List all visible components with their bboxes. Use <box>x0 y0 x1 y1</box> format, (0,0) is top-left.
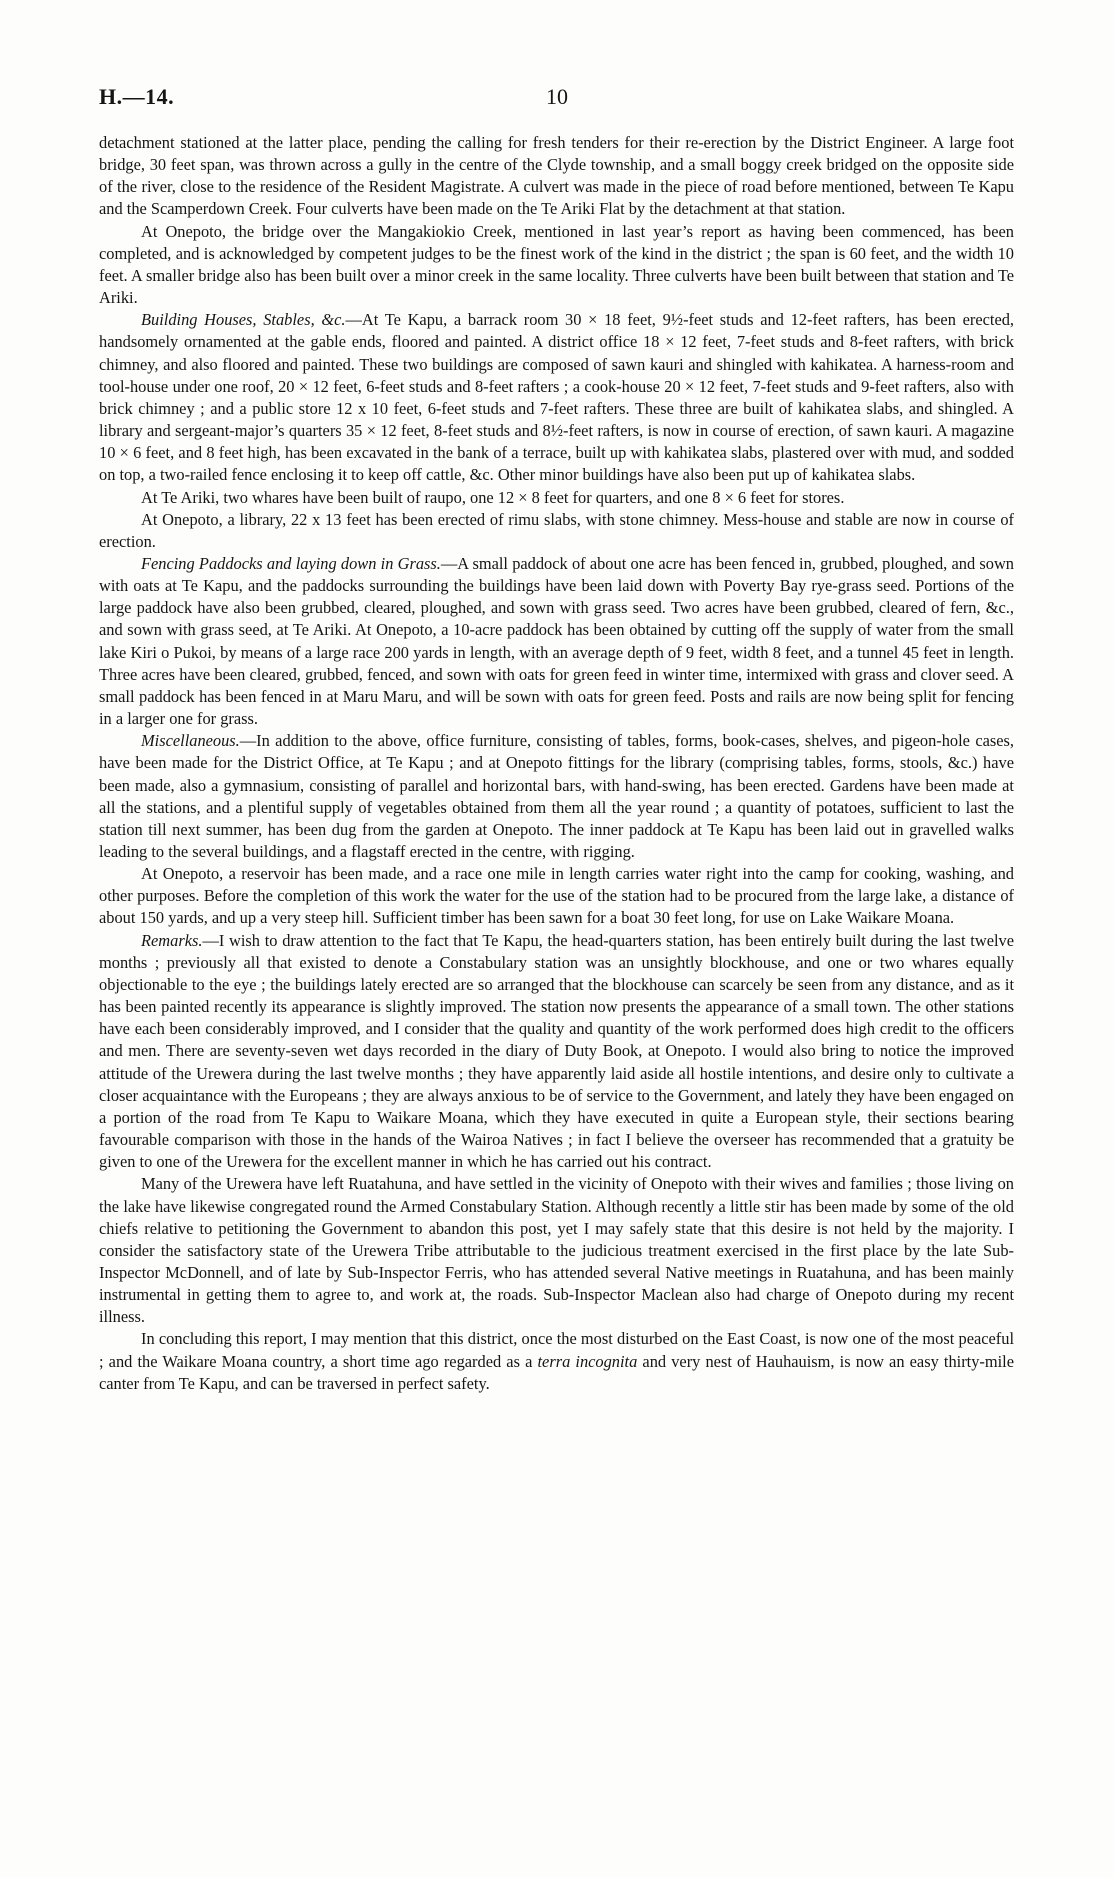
section-heading: Fencing Paddocks and laying down in Grass. <box>141 553 441 573</box>
closing-text: In concluding this report, I may mention that this district, once the most disturbed on the East Coast, is now one of the most peaceful ; and the Waikare Moana country, a short time ago regarded as a <box>99 1329 1014 1371</box>
paragraph-text: —I wish to draw attention to the fact that Te Kapu, the head-quarters station, has been entirely built during the last twelve months ; previously all that existed to denote a Constabulary station was an unsightly blockhouse, and one or two whares equally objectionable to the eye ; the buildings lately erected are so arranged that the blockhouse can scarcely be seen from any distance, and as it has been painted recently its appearance is slightly improved. The station now presents the appearance of a small town. The other stations have each been considerably improved, and I consider that the quality and quantity of the work performed does high credit to the officers and men. There are seventy-seven wet days recorded in the diary of Duty Book, at Onepoto. I would also bring to notice the improved attitude of the Urewera during the last twelve months ; they have apparently laid aside all hostile intentions, and desire only to cultivate a closer acquaintance with the Europeans ; they are always anxious to be of service to the Government, and lately they have been engaged on a portion of the road from Te Kapu to Waikare Moana, which they have executed in quite a European style, their sections bearing favourable comparison with those in the hands of the Wairoa Natives ; in fact I believe the overseer has recommended that a gratuity be given to one of the Urewera for the excellent manner in which he has carried out his contract. <box>99 930 1014 1172</box>
paragraph-continuation <box>99 132 1014 221</box>
section-heading: Building Houses, Stables, &c. <box>141 310 346 330</box>
paragraph-text: At Te Ariki, two whares have been built of raupo, one 12 × 8 feet for quarters, and one 8 × 6 feet for stores. <box>141 487 845 507</box>
paragraph-remarks <box>99 930 1014 1174</box>
paragraph-text: At Onepoto, a library, 22 x 13 feet has been erected of rimu slabs, with stone chimney. Mess-house and stable are now in course of erection. <box>99 509 1014 551</box>
page-number: 10 <box>546 84 568 109</box>
paragraph-reservoir <box>99 863 1014 929</box>
paragraph-text: Many of the Urewera have left Ruatahuna, and have settled in the vicinity of Onepoto with their wives and families ; those living on the lake have likewise congregated round the Armed Constabulary Station. Although recently a little stir has been made by some of the old chiefs relative to petitioning the Government to abandon this post, yet I may safely state that this desire is not held by the majority. I consider the satisfactory state of the Urewera Tribe attributable to the judicious treatment exercised in the first place by the late Sub-Inspector McDonnell, and of late by Sub-Inspector Ferris, who has attended several Native meetings in Ruatahuna, and has been mainly instrumental in getting them to agree to, and work at, the roads. Sub-Inspector Maclean also had charge of Onepoto during my recent illness. <box>99 1174 1014 1327</box>
paragraph-onepoto-bridge <box>99 221 1014 310</box>
document-reference: H.—14. <box>99 84 175 109</box>
closing-italic-phrase: terra incognita <box>537 1351 638 1371</box>
paragraph-conclusion <box>99 1328 1014 1394</box>
paragraph-miscellaneous <box>99 730 1014 863</box>
closing-text: and very nest of Hauhauism, is now an easy thirty-mile canter from Te Kapu, and can be traversed in perfect safety. <box>99 1351 1015 1393</box>
section-heading: Remarks. <box>141 930 203 950</box>
paragraph-text: —In addition to the above, office furniture, consisting of tables, forms, book-cases, shelves, and pigeon-hole cases, have been made for the District Office, at Te Kapu ; and at Onepoto fittings for the library (comprising tables, forms, stools, &c.) have been made, also a gymnasium, consisting of parallel and horizontal bars, with hand-swing, has been erected. Gardens have been made at all the stations, and a plentiful supply of vegetables obtained from them all the year round ; a quantity of potatoes, sufficient to last the station till next summer, has been dug from the garden at Onepoto. The inner paddock at Te Kapu has been laid out in gravelled walks leading to the several buildings, and a flagstaff erected in the centre, with rigging. <box>99 731 1014 861</box>
paragraph-urewera <box>99 1173 1014 1328</box>
paragraph-text: —A small paddock of about one acre has been fenced in, grubbed, ploughed, and sown with oats at Te Kapu, and the paddocks surrounding the buildings have been laid down with Poverty Bay rye-grass seed. Portions of the large paddock have also been grubbed, cleared, ploughed, and sown with grass seed. Two acres have been grubbed, cleared of fern, &c., and sown with grass seed, at Te Ariki. At Onepoto, a 10-acre paddock has been obtained by cutting off the supply of water from the small lake Kiri o Pukoi, by means of a large race 200 yards in length, with an average depth of 9 feet, width 8 feet, and a tunnel 45 feet in length. Three acres have been cleared, grubbed, fenced, and sown with oats for green feed in winter time, intermixed with grass and clover seed. A small paddock has been fenced in at Maru Maru, and will be sown with oats for green feed. Posts and rails are now being split for fencing in a larger one for grass. <box>99 553 1014 729</box>
paragraph-text: detachment stationed at the latter place, pending the calling for fresh tenders for their re-erection by the District Engineer. A large foot bridge, 30 feet span, was thrown across a gully in the centre of the Clyde township, and a small boggy creek bridged on the opposite side of the river, close to the residence of the Resident Magistrate. A culvert was made in the piece of road before mentioned, between Te Kapu and the Scamperdown Creek. Four culverts have been made on the Te Ariki Flat by the detachment at that station. <box>99 133 1014 219</box>
paragraph-building-houses <box>99 309 1014 486</box>
paragraph-fencing-paddocks <box>99 553 1014 730</box>
report-body <box>99 132 1014 1395</box>
page-header <box>99 84 1015 118</box>
paragraph-text: At Onepoto, the bridge over the Mangakiokio Creek, mentioned in last year’s report as having been commenced, has been completed, and is acknowledged by competent judges to be the finest work of the kind in the district ; the span is 60 feet, and the width 10 feet. A smaller bridge also has been built over a minor creek in the same locality. Three culverts have been built between that station and Te Ariki. <box>99 221 1014 308</box>
paragraph-text: At Onepoto, a reservoir has been made, and a race one mile in length carries water right into the camp for cooking, washing, and other purposes. Before the completion of this work the water for the use of the station had to be procured from the large lake, a distance of about 150 yards, and up a very steep hill. Sufficient timber has been sawn for a boat 30 feet long, for use on Lake Waikare Moana. <box>99 864 1014 928</box>
paragraph-onepoto-library <box>99 509 1014 553</box>
paragraph-text: —At Te Kapu, a barrack room 30 × 18 feet, 9½-feet studs and 12-feet rafters, has been erected, handsomely ornamented at the gable ends, floored and painted. A district office 18 × 12 feet, 7-feet studs and 8-feet rafters, with brick chimney, and also floored and painted. These two buildings are composed of sawn kauri and shingled with kahikatea. A harness-room and tool-house under one roof, 20 × 12 feet, 6-feet studs and 8-feet rafters ; a cook-house 20 × 12 feet, 7-feet studs and 9-feet rafters, also with brick chimney ; and a public store 12 x 10 feet, 6-feet studs and 7-feet rafters. These three are built of kahikatea slabs, and shingled. A library and sergeant-major’s quarters 35 × 12 feet, 8-feet studs and 8½-feet rafters, is now in course of erection, of sawn kauri. A magazine 10 × 6 feet, and 8 feet high, has been excavated in the bank of a terrace, built up with kahikatea slabs, plastered over with mud, and sodded on top, a two-railed fence enclosing it to keep off cattle, &c. Other minor buildings have also been put up of kahikatea slabs. <box>99 310 1015 485</box>
paragraph-te-ariki-whares <box>99 487 1014 509</box>
section-heading: Miscellaneous. <box>141 731 240 751</box>
